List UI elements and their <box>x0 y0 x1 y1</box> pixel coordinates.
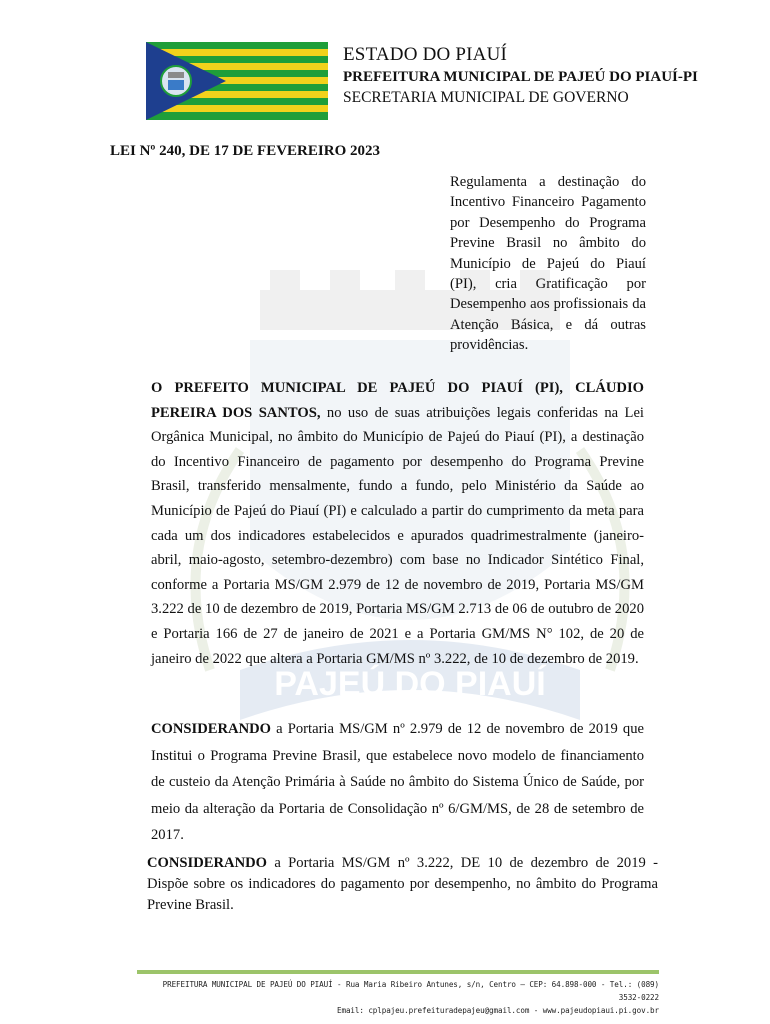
law-ementa: Regulamenta a destinação do Incentivo Financeiro Pagamento por Desempenho do Programa Previne Brasil no âmbito do Município de Pajeú do Piauí (PI), cria Gratificação por Desempenho aos profissionais da Atenção Básica, e dá outras providências. <box>450 174 646 354</box>
preamble-bold: O PREFEITO MUNICIPAL DE PAJEÚ DO PIAUÍ (PI), CLÁUDIO PEREIRA DOS SANTOS, <box>151 380 644 421</box>
piaui-flag-logo <box>146 42 328 120</box>
footer-contact: Email: cplpajeu.prefeituradepajeu@gmail.com - www.pajeudopiaui.pi.gov.br <box>337 1006 659 1015</box>
preamble-text: no uso de suas atribuições legais conferidas na Lei Orgânica Municipal, no âmbito do Município de Pajeú do Piauí (PI), a destinação do Incentivo Financeiro de pagamento por desempenho do Programa Previne Brasil, transferido mensalmente, fundo a fundo, pelo Ministério da Saúde ao Município de Pajeú do Piauí (PI) e calculado a partir do cumprimento da meta para cada um dos indicadores estabelecidos e apurados quadrimestralmente (janeiro-abril, maio-agosto, setembro-dezembro) com base no Indicador Sintético Final, conforme a Portaria MS/GM 2.979 de 12 de novembro de 2019, Portaria MS/GM 3.222 de 10 de dezembro de 2019, Portaria MS/GM 2.713 de 06 de outubro de 2020 e Portaria 166 de 27 de janeiro de 2021 e a Portaria GM/MS N° 102, de 20 de janeiro de 2022 que altera a Portaria GM/MS nº 3.222, de 10 de dezembro de 2019. <box>151 404 644 667</box>
prefeitura-name: PREFEITURA MUNICIPAL DE PAJEÚ DO PIAUÍ-PI <box>343 69 698 85</box>
watermark-text: PAJEÚ DO PIAUÍ <box>274 665 546 703</box>
considerando-text-1: a Portaria MS/GM nº 2.979 de 12 de novembro de 2019 que Institui o Programa Previne Brasil, que estabelece novo modelo de financiamento de custeio da Atenção Primária à Saúde no âmbito do Sistema Único de Saúde, por meio da alteração da Portaria de Consolidação nº 6/GM/MS, de 28 de setembro de 2017. <box>151 721 644 844</box>
considerando-label-1: CONSIDERANDO <box>151 721 272 737</box>
considerando-text-2: a Portaria MS/GM nº 3.222, DE 10 de dezembro de 2019 - Dispõe sobre os indicadores do pagamento por desempenho, no âmbito do Programa Previne Brasil. <box>147 855 658 913</box>
law-title: LEI Nº 240, DE 17 DE FEVEREIRO 2023 <box>110 143 380 159</box>
state-name: ESTADO DO PIAUÍ <box>343 44 508 65</box>
considerando-label-2: CONSIDERANDO <box>147 855 268 871</box>
preamble-paragraph <box>151 376 644 671</box>
secretaria-name: SECRETARIA MUNICIPAL DE GOVERNO <box>343 89 629 106</box>
considerando-paragraph-2 <box>147 853 658 916</box>
footer <box>137 978 659 1017</box>
footer-divider <box>137 970 659 974</box>
considerando-paragraph-1 <box>151 716 644 849</box>
footer-address: PREFEITURA MUNICIPAL DE PAJEÚ DO PIAUÍ - Rua Maria Ribeiro Antunes, s/n, Centro – CEP: 64.898-000 - Tel.: (089) 3532-0222 <box>162 980 659 1002</box>
letterhead <box>343 44 743 108</box>
